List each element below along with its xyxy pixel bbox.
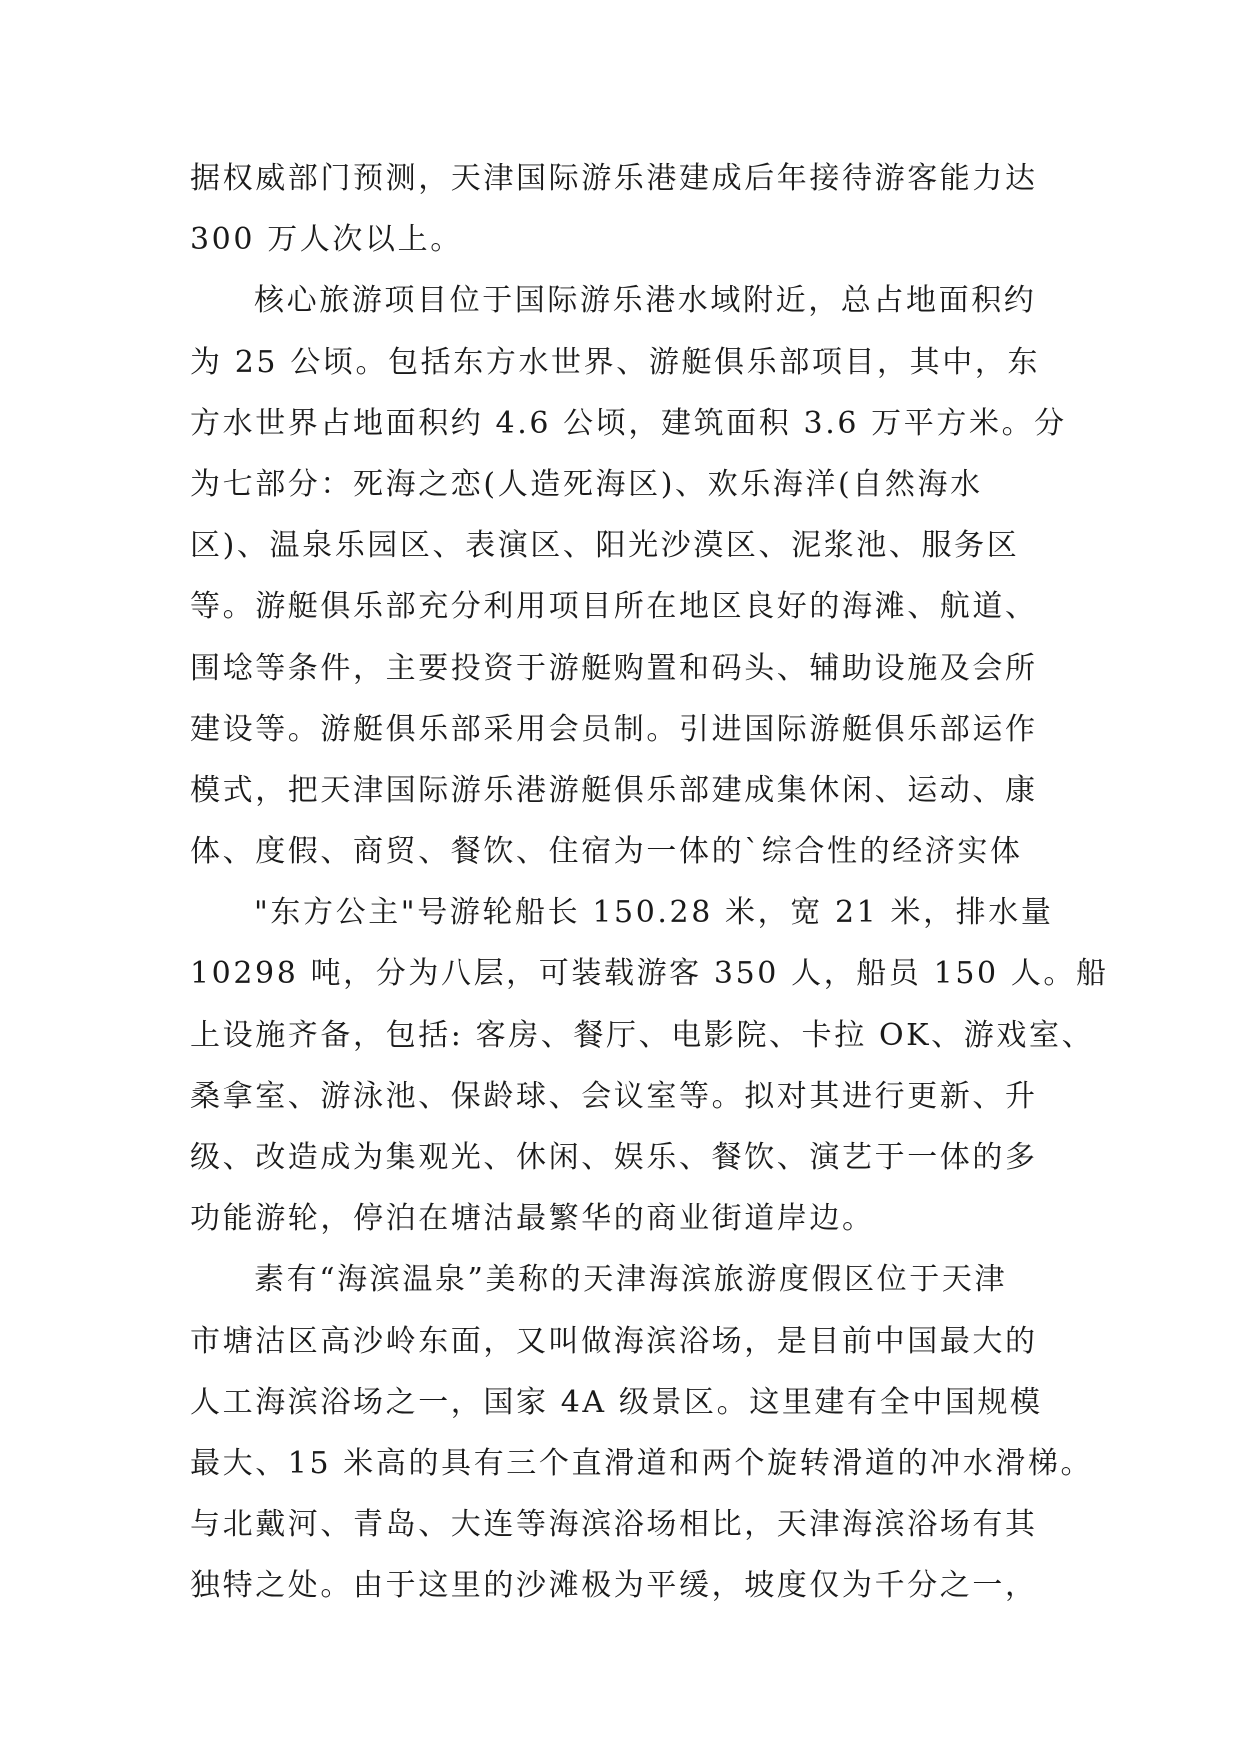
text-line: 桑拿室、游泳池、保龄球、会议室等。拟对其进行更新、升 [190, 1078, 1038, 1114]
text-line: 市塘沽区高沙岭东面，又叫做海滨浴场，是目前中国最大的 [190, 1323, 1038, 1359]
text-line: 为 25 公顷。包括东方水世界、游艇俱乐部项目，其中，东 [190, 344, 1041, 380]
text-line: 模式，把天津国际游乐港游艇俱乐部建成集休闲、运动、康 [190, 772, 1038, 808]
body-text [190, 148, 1109, 1617]
text-line: 等。游艇俱乐部充分利用项目所在地区良好的海滩、航道、 [190, 589, 1038, 625]
paragraph-start-line: 核心旅游项目位于国际游乐港水域附近，总占地面积约 [254, 283, 1037, 319]
paragraph-start-line: 素有“海滨温泉”美称的天津海滨旅游度假区位于天津 [254, 1262, 1008, 1298]
text-line: 300 万人次以上。 [190, 222, 463, 258]
text-line: 围埝等条件，主要投资于游艇购置和码头、辅助设施及会所 [190, 650, 1038, 686]
text-line: 为七部分：死海之恋(人造死海区)、欢乐海洋(自然海水 [190, 466, 983, 502]
paragraph-start-line: "东方公主"号游轮船长 150.28 米，宽 21 米，排水量 [254, 895, 1054, 931]
text-line: 区)、温泉乐园区、表演区、阳光沙漠区、泥浆池、服务区 [190, 528, 1020, 564]
text-line: 方水世界占地面积约 4.6 公顷，建筑面积 3.6 万平方米。分 [190, 405, 1067, 441]
text-line: 建设等。游艇俱乐部采用会员制。引进国际游艇俱乐部运作 [190, 711, 1038, 747]
text-line: 独特之处。由于这里的沙滩极为平缓，坡度仅为千分之一， [190, 1568, 1038, 1604]
text-line: 最大、15 米高的具有三个直滑道和两个旋转滑道的冲水滑梯。 [190, 1445, 1094, 1481]
text-line: 与北戴河、青岛、大连等海滨浴场相比，天津海滨浴场有其 [190, 1507, 1038, 1543]
text-line: 上设施齐备，包括: 客房、餐厅、电影院、卡拉 OK、游戏室、 [190, 1017, 1095, 1053]
text-line: 体、度假、商贸、餐饮、住宿为一体的`综合性的经济实体 [190, 834, 1023, 870]
text-line: 据权威部门预测，天津国际游乐港建成后年接待游客能力达 [190, 161, 1038, 196]
text-line: 10298 吨，分为八层，可装载游客 350 人，船员 150 人。船 [190, 956, 1109, 992]
text-line: 人工海滨浴场之一，国家 4A 级景区。这里建有全中国规模 [190, 1384, 1043, 1420]
text-line: 功能游轮，停泊在塘沽最繁华的商业街道岸边。 [190, 1201, 875, 1237]
text-line: 级、改造成为集观光、休闲、娱乐、餐饮、演艺于一体的多 [190, 1140, 1038, 1175]
